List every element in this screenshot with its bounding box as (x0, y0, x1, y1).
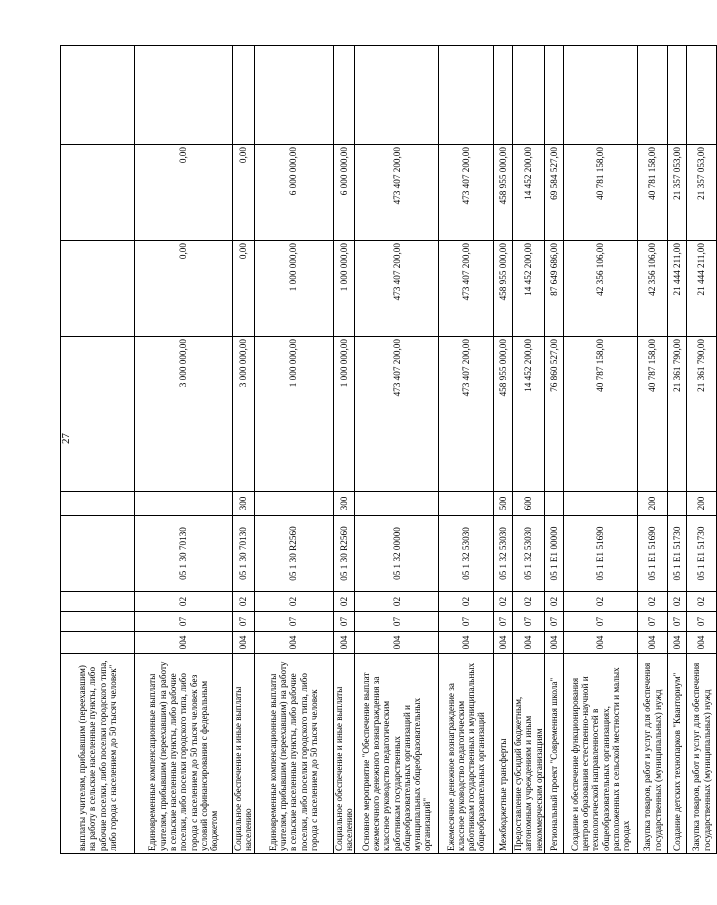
row-name: Социальное обеспечение и иные выплаты населению (333, 654, 355, 854)
amount-year-1: 458 955 000,00 (494, 337, 513, 492)
row-name: Ежемесячное денежное вознаграждение за классное руководство педагогическим работникам государственных и муниципальных общеобразовательных организаций (439, 654, 494, 854)
page-number: 27 (60, 433, 72, 444)
table-row (545, 46, 564, 854)
amount-year-3: 458 955 000,00 (494, 145, 513, 241)
row-name: Создание детских технопарков "Кванториум" (668, 654, 687, 854)
amount-extra (513, 46, 545, 145)
subsection-code (61, 592, 135, 612)
row-name: Единовременные компенсационные выплаты учителям, прибывшим (переехавшим) на работу в сельские населенные пункты, либо рабочие поселки, либо поселки городского типа, либо города с населением до 50 тысяч человек (254, 654, 333, 854)
amount-year-3: 6 000 000,00 (333, 145, 355, 241)
target-article-code: 05 1 30 70130 (233, 516, 255, 592)
ministry-code: 004 (494, 632, 513, 654)
subsection-code: 02 (545, 592, 564, 612)
subsection-code: 02 (254, 592, 333, 612)
target-article-code: 05 1 30 70130 (135, 516, 233, 592)
row-name: Межбюджетные трансферты (494, 654, 513, 854)
row-name: Региональный проект "Современная школа" (545, 654, 564, 854)
ministry-code: 004 (545, 632, 564, 654)
subsection-code: 02 (513, 592, 545, 612)
target-article-code: 05 1 32 53030 (439, 516, 494, 592)
target-article-code: 05 1 32 00000 (355, 516, 439, 592)
expense-type-code: 200 (687, 492, 717, 516)
amount-year-2: 21 444 211,00 (687, 241, 717, 337)
ministry-code: 004 (513, 632, 545, 654)
subsection-code: 02 (355, 592, 439, 612)
amount-year-2: 1 000 000,00 (254, 241, 333, 337)
budget-table-body (61, 46, 717, 854)
table-row (61, 46, 135, 854)
amount-extra (638, 46, 668, 145)
target-article-code: 05 1 30 R2560 (254, 516, 333, 592)
row-name: Закупка товаров, работ и услуг для обеспечения государственных (муниципальных) нужд (638, 654, 668, 854)
target-article-code: 05 1 E1 51730 (668, 516, 687, 592)
amount-extra (355, 46, 439, 145)
amount-year-1: 40 787 158,00 (638, 337, 668, 492)
amount-extra (61, 46, 135, 145)
amount-extra (135, 46, 233, 145)
amount-year-1: 3 000 000,00 (233, 337, 255, 492)
target-article-code: 05 1 32 53030 (494, 516, 513, 592)
amount-year-3: 473 407 200,00 (355, 145, 439, 241)
amount-extra (564, 46, 638, 145)
subsection-code: 02 (687, 592, 717, 612)
section-code: 07 (494, 612, 513, 632)
target-article-code: 05 1 E1 51690 (638, 516, 668, 592)
amount-year-3: 40 781 158,00 (564, 145, 638, 241)
amount-year-3 (61, 145, 135, 241)
ministry-code: 004 (564, 632, 638, 654)
target-article-code: 05 1 E1 51730 (687, 516, 717, 592)
expense-type-code: 200 (638, 492, 668, 516)
target-article-code (61, 516, 135, 592)
amount-year-3: 69 584 527,00 (545, 145, 564, 241)
subsection-code: 02 (135, 592, 233, 612)
table-row (333, 46, 355, 854)
section-code: 07 (687, 612, 717, 632)
amount-year-1: 473 407 200,00 (439, 337, 494, 492)
amount-year-2: 42 356 106,00 (638, 241, 668, 337)
ministry-code: 004 (687, 632, 717, 654)
expense-type-code (439, 492, 494, 516)
row-name: Создание и обеспечение функционирования центров образования естественно-научной и технологической направленностей в общеобразовательных организациях, расположенных в сельской местности и малых городах (564, 654, 638, 854)
rotated-page-content (60, 46, 712, 854)
row-name: Закупка товаров, работ и услуг для обеспечения государственных (муниципальных) нужд (687, 654, 717, 854)
expense-type-code: 300 (333, 492, 355, 516)
section-code: 07 (564, 612, 638, 632)
expense-type-code (254, 492, 333, 516)
section-code: 07 (638, 612, 668, 632)
amount-year-2: 473 407 200,00 (355, 241, 439, 337)
subsection-code: 02 (233, 592, 255, 612)
table-row (687, 46, 717, 854)
amount-year-2: 14 452 200,00 (513, 241, 545, 337)
amount-extra (687, 46, 717, 145)
amount-year-2: 21 444 211,00 (668, 241, 687, 337)
amount-year-2: 0,00 (233, 241, 255, 337)
expense-type-code (135, 492, 233, 516)
amount-extra (439, 46, 494, 145)
row-name: Основное мероприятие "Обеспечение выплат ежемесячного денежного вознаграждения за классное руководство педагогическим работникам государственных общеобразовательных организаций и муниципальных общеобразовательных организаций" (355, 654, 439, 854)
amount-extra (494, 46, 513, 145)
amount-year-3: 21 357 053,00 (687, 145, 717, 241)
amount-year-3: 14 452 200,00 (513, 145, 545, 241)
subsection-code: 02 (439, 592, 494, 612)
amount-year-3: 0,00 (233, 145, 255, 241)
amount-year-1: 1 000 000,00 (254, 337, 333, 492)
table-row (494, 46, 513, 854)
ministry-code: 004 (439, 632, 494, 654)
table-row (254, 46, 333, 854)
amount-year-2: 42 356 106,00 (564, 241, 638, 337)
section-code: 07 (513, 612, 545, 632)
ministry-code: 004 (233, 632, 255, 654)
row-name: выплаты учителям, прибывшим (переехавшим) на работу в сельские населенные пункты, либо рабочие поселки, либо поселки городского типа, либо города с населением до 50 тысяч человек" (61, 654, 135, 854)
ministry-code: 004 (638, 632, 668, 654)
amount-year-1: 1 000 000,00 (333, 337, 355, 492)
section-code (61, 612, 135, 632)
table-row (638, 46, 668, 854)
subsection-code: 02 (668, 592, 687, 612)
section-code: 07 (333, 612, 355, 632)
budget-table (60, 45, 717, 854)
ministry-code: 004 (355, 632, 439, 654)
amount-year-1: 473 407 200,00 (355, 337, 439, 492)
section-code: 07 (545, 612, 564, 632)
amount-year-1: 21 361 790,00 (687, 337, 717, 492)
expense-type-code (355, 492, 439, 516)
amount-year-1: 3 000 000,00 (135, 337, 233, 492)
target-article-code: 05 1 E1 00000 (545, 516, 564, 592)
amount-extra (545, 46, 564, 145)
ministry-code: 004 (668, 632, 687, 654)
amount-extra (333, 46, 355, 145)
expense-type-code (564, 492, 638, 516)
amount-year-1: 21 361 790,00 (668, 337, 687, 492)
table-row (513, 46, 545, 854)
table-row (439, 46, 494, 854)
subsection-code: 02 (564, 592, 638, 612)
amount-extra (233, 46, 255, 145)
table-row (668, 46, 687, 854)
amount-year-2: 87 649 686,00 (545, 241, 564, 337)
expense-type-code: 300 (233, 492, 255, 516)
expense-type-code (545, 492, 564, 516)
amount-year-2: 0,00 (135, 241, 233, 337)
amount-extra (668, 46, 687, 145)
amount-year-1: 40 787 158,00 (564, 337, 638, 492)
amount-year-3: 6 000 000,00 (254, 145, 333, 241)
section-code: 07 (668, 612, 687, 632)
ministry-code: 004 (254, 632, 333, 654)
amount-year-3: 40 781 158,00 (638, 145, 668, 241)
amount-year-2: 473 407 200,00 (439, 241, 494, 337)
subsection-code: 02 (638, 592, 668, 612)
target-article-code: 05 1 30 R2560 (333, 516, 355, 592)
expense-type-code (668, 492, 687, 516)
amount-year-3: 21 357 053,00 (668, 145, 687, 241)
subsection-code: 02 (494, 592, 513, 612)
section-code: 07 (135, 612, 233, 632)
section-code: 07 (254, 612, 333, 632)
section-code: 07 (355, 612, 439, 632)
ministry-code (61, 632, 135, 654)
amount-year-3: 0,00 (135, 145, 233, 241)
target-article-code: 05 1 32 53030 (513, 516, 545, 592)
amount-extra (254, 46, 333, 145)
amount-year-2 (61, 241, 135, 337)
amount-year-1: 76 860 527,00 (545, 337, 564, 492)
row-name: Единовременные компенсационные выплаты учителям, прибывшим (переехавшим) на работу в сельские населенные пункты, либо рабочие поселки, либо поселки городского типа, либо города с населением до 50 тысяч человек без условий софинансирования с федеральным бюджетом (135, 654, 233, 854)
ministry-code: 004 (135, 632, 233, 654)
amount-year-2: 1 000 000,00 (333, 241, 355, 337)
amount-year-1 (61, 337, 135, 492)
table-row (233, 46, 255, 854)
expense-type-code: 600 (513, 492, 545, 516)
table-row (135, 46, 233, 854)
table-row (564, 46, 638, 854)
amount-year-3: 473 407 200,00 (439, 145, 494, 241)
ministry-code: 004 (333, 632, 355, 654)
section-code: 07 (439, 612, 494, 632)
expense-type-code (61, 492, 135, 516)
subsection-code: 02 (333, 592, 355, 612)
amount-year-1: 14 452 200,00 (513, 337, 545, 492)
table-row (355, 46, 439, 854)
target-article-code: 05 1 E1 51690 (564, 516, 638, 592)
row-name: Предоставление субсидий бюджетным, автономным учреждениям и иным некоммерческим организациям (513, 654, 545, 854)
row-name: Социальное обеспечение и иные выплаты населению (233, 654, 255, 854)
expense-type-code: 500 (494, 492, 513, 516)
amount-year-2: 458 955 000,00 (494, 241, 513, 337)
section-code: 07 (233, 612, 255, 632)
